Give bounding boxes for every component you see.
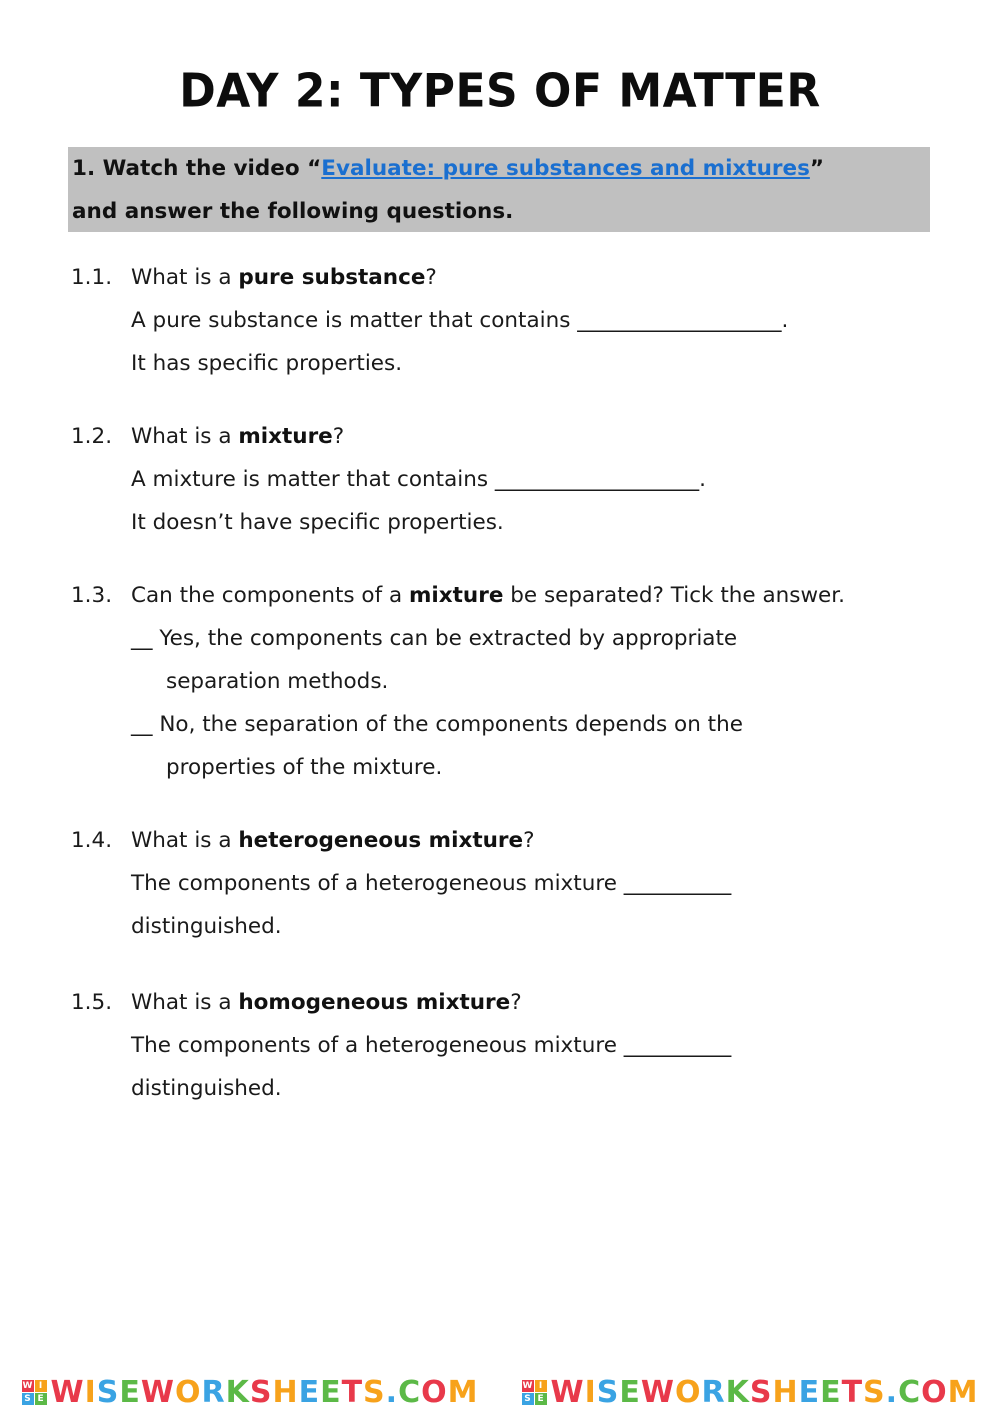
wiseworksheets-logo-icon: W I S E: [22, 1380, 47, 1405]
answer-line: It doesn’t have specific properties.: [131, 510, 504, 535]
watermark-letter: O: [921, 1375, 948, 1410]
watermark-letter: I: [584, 1375, 597, 1410]
watermark-letter: S: [96, 1375, 120, 1410]
watermark-letter: C: [898, 1375, 922, 1410]
answer-line[interactable]: The components of a heterogeneous mixture __________: [131, 1033, 732, 1058]
option-yes-continued: separation methods.: [166, 669, 389, 694]
answer-line[interactable]: The components of a heterogeneous mixture __________: [131, 871, 732, 896]
watermark-logo-2: [522, 1375, 979, 1410]
watermark-letter: M: [447, 1375, 479, 1410]
watermark-letter: M: [947, 1375, 979, 1410]
answer-line[interactable]: A mixture is matter that contains ___________________.: [131, 467, 706, 492]
question-number: 1.2.: [71, 424, 113, 449]
watermark-text: [51, 1375, 479, 1410]
question-text: What is a heterogeneous mixture?: [131, 828, 535, 853]
watermark-letter: H: [772, 1375, 799, 1410]
question-number: 1.5.: [71, 990, 113, 1015]
watermark-letter: K: [225, 1375, 250, 1410]
watermark-letter: R: [701, 1375, 726, 1410]
watermark-letter: H: [272, 1375, 299, 1410]
watermark-letter: S: [249, 1375, 273, 1410]
watermark-letter: I: [84, 1375, 97, 1410]
question-text: What is a pure substance?: [131, 265, 437, 290]
watermark-letter: E: [820, 1375, 842, 1410]
banner-prefix: 1. Watch the video “: [72, 156, 322, 181]
watermark-letter: S: [749, 1375, 773, 1410]
watermark-letter: .: [385, 1375, 399, 1410]
footer-watermark: [0, 1372, 1000, 1413]
wiseworksheets-logo-icon: W I S E: [522, 1380, 547, 1405]
banner-line-1: [72, 147, 926, 190]
watermark-letter: O: [674, 1375, 702, 1410]
watermark-letter: .: [885, 1375, 899, 1410]
question-number: 1.1.: [71, 265, 113, 290]
option-yes[interactable]: __ Yes, the components can be extracted by appropriate: [131, 626, 738, 651]
watermark-letter: R: [201, 1375, 226, 1410]
watermark-letter: S: [363, 1375, 386, 1410]
watermark-letter: T: [841, 1375, 864, 1410]
watermark-text: [551, 1375, 979, 1410]
watermark-letter: E: [298, 1375, 321, 1410]
watermark-letter: W: [640, 1375, 675, 1410]
question-number: 1.4.: [71, 828, 113, 853]
option-no[interactable]: __ No, the separation of the components depends on the: [131, 712, 743, 737]
watermark-letter: E: [798, 1375, 821, 1410]
banner-line-2: and answer the following questions.: [72, 199, 514, 224]
watermark-letter: E: [119, 1375, 141, 1410]
page-title: DAY 2: TYPES OF MATTER: [179, 64, 821, 119]
video-link[interactable]: Evaluate: pure substances and mixtures: [321, 156, 810, 181]
answer-line[interactable]: A pure substance is matter that contains ___________________.: [131, 308, 789, 333]
watermark-letter: T: [341, 1375, 364, 1410]
watermark-letter: K: [725, 1375, 750, 1410]
watermark-letter: E: [320, 1375, 342, 1410]
watermark-letter: S: [863, 1375, 886, 1410]
question-text: What is a homogeneous mixture?: [131, 990, 522, 1015]
watermark-letter: O: [421, 1375, 448, 1410]
watermark-letter: C: [398, 1375, 422, 1410]
watermark-letter: E: [619, 1375, 641, 1410]
option-no-continued: properties of the mixture.: [166, 755, 443, 780]
question-number: 1.3.: [71, 583, 113, 608]
watermark-letter: W: [50, 1375, 85, 1410]
watermark-letter: W: [550, 1375, 585, 1410]
answer-line: distinguished.: [131, 1076, 282, 1101]
question-text: What is a mixture?: [131, 424, 345, 449]
answer-line: distinguished.: [131, 914, 282, 939]
question-text: Can the components of a mixture be separated? Tick the answer.: [131, 583, 845, 608]
instruction-banner: [68, 147, 930, 232]
watermark-letter: W: [140, 1375, 175, 1410]
watermark-letter: O: [174, 1375, 202, 1410]
watermark-logo-1: [22, 1375, 479, 1410]
answer-line: It has specific properties.: [131, 351, 403, 376]
watermark-letter: S: [596, 1375, 620, 1410]
banner-suffix: ”: [809, 156, 825, 181]
